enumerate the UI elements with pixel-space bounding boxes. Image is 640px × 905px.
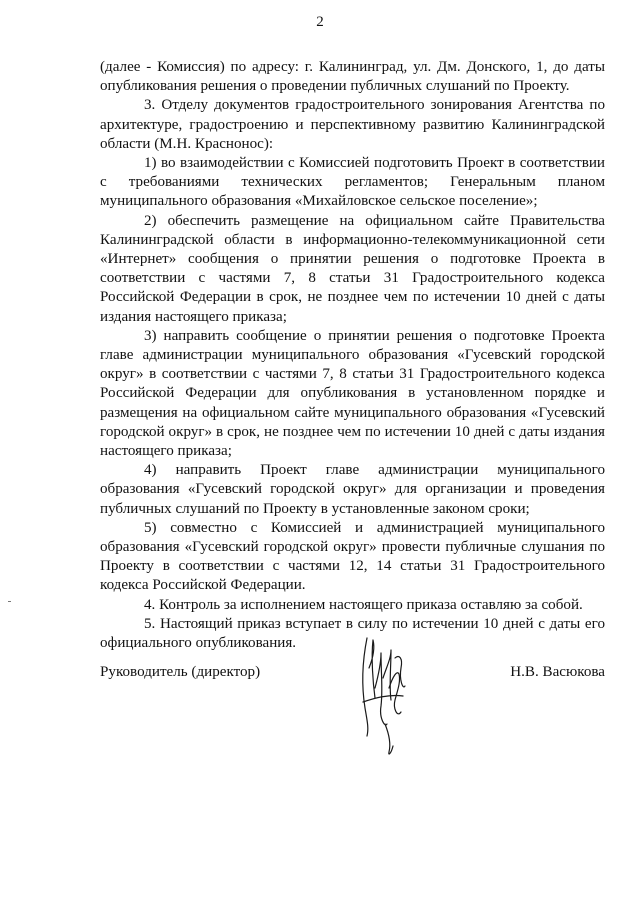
paragraph-item-3: 3. Отделу документов градостроительного зонирования Агентства по архитектуре, градостроению и перспективному развитию Калининградской области (М.Н. Красноноc):	[100, 97, 605, 152]
margin-mark	[8, 601, 11, 602]
document-body	[100, 58, 605, 653]
signatory-name: Н.В. Васюкова	[510, 664, 605, 680]
page-number: 2	[316, 14, 324, 30]
paragraph-item-4: 4. Контроль за исполнением настоящего приказа оставляю за собой.	[144, 596, 583, 613]
handwritten-signature	[345, 628, 425, 758]
paragraph-subitem-5: 5) совместно с Комиссией и администрацией муниципального образования «Гусевский городской округ» провести публичные слушания по Проекту в соответствии с частями 12, 14 статьи 31 Градостроительного кодекса Российской Федерации.	[100, 519, 605, 594]
paragraph-item-5: 5. Настоящий приказ вступает в силу по истечении 10 дней с даты его официального опубликования.	[100, 615, 605, 652]
signatory-title: Руководитель (директор)	[100, 664, 261, 680]
paragraph-subitem-2: 2) обеспечить размещение на официальном сайте Правительства Калининградской области в информационно-телекоммуникационной сети «Интернет» сообщения о принятии решения о подготовке Проекта в соответствии с частями 7, 8 статьи 31 Градостроительного кодекса Российской Федерации в срок, не позднее чем по истечении 10 дней с даты издания настоящего приказа;	[100, 212, 605, 325]
paragraph-subitem-4: 4) направить Проект главе администрации муниципального образования «Гусевский городской округ» для организации и проведения публичных слушаний по Проекту в установленные законом сроки;	[100, 462, 605, 517]
paragraph-subitem-3: 3) направить сообщение о принятии решения о подготовке Проекта главе администрации муниципального образования «Гусевский городской округ» в соответствии с частями 7, 8 статьи 31 Градостроительного кодекса Российской Федерации для опубликования в установленном порядке и размещения на официальном сайте муниципального образования «Гусевский городской округ» в срок, не позднее чем по истечении 10 дней с даты издания настоящего приказа;	[100, 327, 605, 460]
paragraph-subitem-1: 1) во взаимодействии с Комиссией подготовить Проект в соответствии с требованиями технических регламентов; Генеральным планом муниципального образования «Михайловское сельское поселение»;	[100, 155, 605, 210]
paragraph-continuation: (далее - Комиссия) по адресу: г. Калининград, ул. Дм. Донского, 1, до даты опубликования решения о проведении публичных слушаний по Проекту.	[100, 59, 605, 95]
